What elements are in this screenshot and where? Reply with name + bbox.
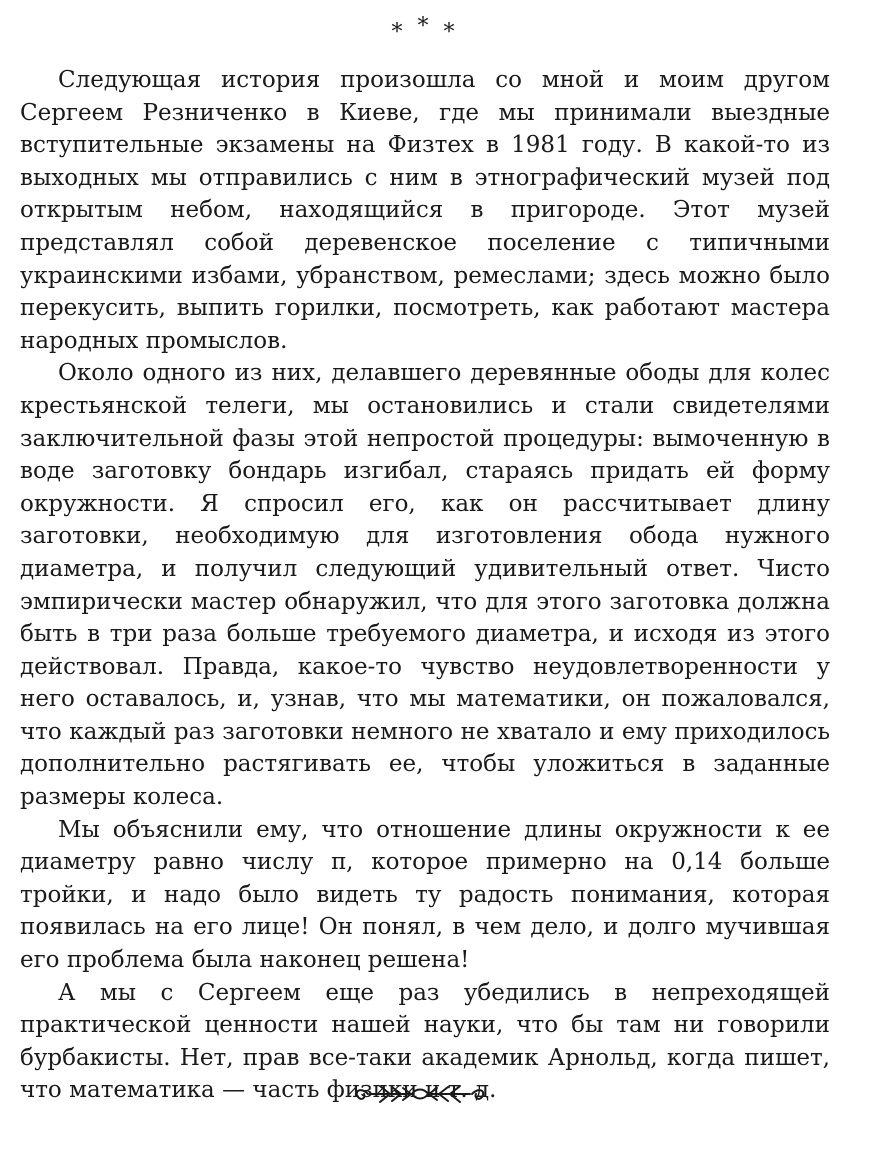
paragraph-3: Мы объяснили ему, что отношение длины окружности к ее диаметру равно числу π, которое примерно на 0,14 больше тройки, и надо было видеть ту радость понимания, которая появилась на его лице! Он понял, в чем дело, и долго мучившая его проблема была наконец решена! — [20, 816, 830, 974]
fleuron-ornament-icon — [350, 1076, 490, 1112]
paragraph-2: Около одного из них, делавшего деревянные ободы для колес крестьянской телеги, мы остановились и стали свидетелями заключительной фазы этой непростой процедуры: вымоченную в воде заготовку бондарь изгибал, стараясь придать ей форму окружности. Я спросил его, как он рассчитывает длину заготовки, необходимую для изготовления обода нужного диаметра, и получил следующий удивительный ответ. Чисто эмпирически мастер обнаружил, что для этого заготовка должна быть в три раза больше требуемого диаметра, и исходя из этого действовал. Правда, какое-то чувство неудовлетворенности у него оставалось, и, узнав, что мы математики, он пожаловался, что каждый раз заготовки немного не хватало и ему приходилось дополнительно растягивать ее, чтобы уложиться в заданные размеры колеса. — [20, 360, 830, 811]
section-break-asterism — [20, 14, 830, 54]
page-body — [20, 14, 830, 1107]
paragraph-4: А мы с Сергеем еще раз убедились в непреходящей практической ценности нашей науки, что бы там ни говорили бурбакисты. Нет, прав все-таки академик Арнольд, когда пишет, что математика — часть физики и т. д. — [20, 979, 830, 1104]
asterisk: * — [443, 20, 459, 45]
asterisk: * — [417, 14, 433, 39]
asterisk: * — [391, 20, 407, 45]
paragraph-1: Следующая история произошла со мной и моим другом Сергеем Резниченко в Киеве, где мы принимали выездные вступительные экзамены на Физтех в 1981 году. В какой-то из выходных мы отправились с ним в этнографический музей под открытым небом, находящийся в пригороде. Этот музей представлял собой деревенское поселение с типичными украинскими избами, убранством, ремеслами; здесь можно было перекусить, выпить горилки, посмотреть, как работают мастера народных промыслов. — [20, 67, 830, 354]
